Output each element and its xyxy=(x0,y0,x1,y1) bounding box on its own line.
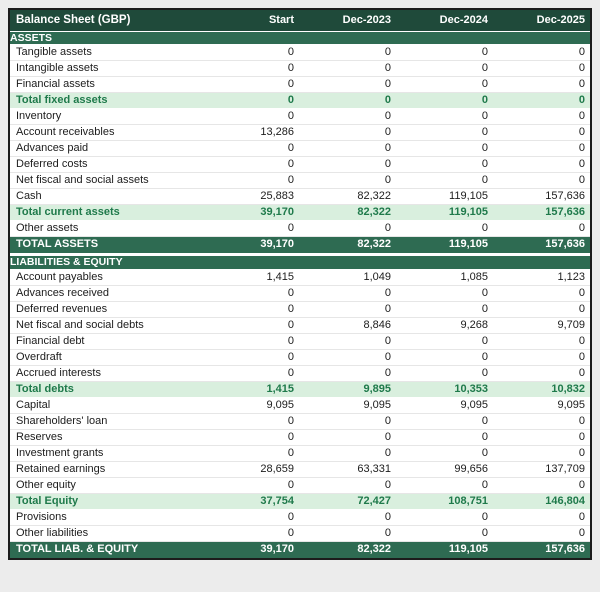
row-value: 0 xyxy=(493,477,590,493)
table-row xyxy=(10,92,590,108)
row-value: 1,415 xyxy=(202,269,299,285)
table-row xyxy=(10,156,590,172)
row-value: 1,049 xyxy=(299,269,396,285)
row-value: 0 xyxy=(202,76,299,92)
row-label: Provisions xyxy=(10,509,202,525)
row-value: 0 xyxy=(396,525,493,541)
column-header-dec-2023: Dec-2023 xyxy=(299,10,396,31)
table-row xyxy=(10,493,590,509)
row-value: 0 xyxy=(202,285,299,301)
row-value: 0 xyxy=(396,477,493,493)
row-value: 0 xyxy=(299,509,396,525)
column-header-dec-2024: Dec-2024 xyxy=(396,10,493,31)
row-value: 0 xyxy=(396,333,493,349)
row-value: 0 xyxy=(202,509,299,525)
table-row xyxy=(10,317,590,333)
row-label: Account payables xyxy=(10,269,202,285)
table-row xyxy=(10,349,590,365)
row-label: TOTAL LIAB. & EQUITY xyxy=(10,541,202,557)
row-value: 0 xyxy=(299,60,396,76)
row-value: 0 xyxy=(396,76,493,92)
row-label: Reserves xyxy=(10,429,202,445)
table-row xyxy=(10,301,590,317)
row-label: Capital xyxy=(10,397,202,413)
section-header-row xyxy=(10,31,590,44)
row-value: 157,636 xyxy=(493,236,590,252)
row-value: 0 xyxy=(396,509,493,525)
row-value: 0 xyxy=(299,413,396,429)
row-value: 9,895 xyxy=(299,381,396,397)
row-value: 0 xyxy=(493,140,590,156)
row-value: 0 xyxy=(299,44,396,60)
row-value: 10,353 xyxy=(396,381,493,397)
row-value: 72,427 xyxy=(299,493,396,509)
row-label: Total debts xyxy=(10,381,202,397)
table-row xyxy=(10,204,590,220)
row-label: Accrued interests xyxy=(10,365,202,381)
row-value: 0 xyxy=(396,60,493,76)
row-value: 0 xyxy=(299,445,396,461)
column-header-dec-2025: Dec-2025 xyxy=(493,10,590,31)
row-value: 119,105 xyxy=(396,188,493,204)
row-value: 108,751 xyxy=(396,493,493,509)
row-value: 1,415 xyxy=(202,381,299,397)
row-value: 0 xyxy=(493,92,590,108)
row-value: 119,105 xyxy=(396,541,493,557)
row-value: 82,322 xyxy=(299,204,396,220)
row-value: 0 xyxy=(299,365,396,381)
row-label: Advances paid xyxy=(10,140,202,156)
row-value: 0 xyxy=(202,445,299,461)
row-value: 0 xyxy=(493,44,590,60)
row-value: 0 xyxy=(493,301,590,317)
row-label: TOTAL ASSETS xyxy=(10,236,202,252)
row-value: 0 xyxy=(493,156,590,172)
table-row xyxy=(10,461,590,477)
row-value: 0 xyxy=(396,301,493,317)
row-value: 82,322 xyxy=(299,188,396,204)
row-label: Deferred costs xyxy=(10,156,202,172)
row-value: 0 xyxy=(299,333,396,349)
row-value: 0 xyxy=(396,349,493,365)
table-row xyxy=(10,188,590,204)
row-value: 0 xyxy=(396,172,493,188)
row-label: Other liabilities xyxy=(10,525,202,541)
row-label: Total Equity xyxy=(10,493,202,509)
row-value: 0 xyxy=(299,92,396,108)
row-value: 9,095 xyxy=(202,397,299,413)
table-row xyxy=(10,381,590,397)
row-value: 146,804 xyxy=(493,493,590,509)
row-label: Overdraft xyxy=(10,349,202,365)
row-value: 10,832 xyxy=(493,381,590,397)
table-row xyxy=(10,397,590,413)
row-value: 0 xyxy=(396,140,493,156)
row-value: 0 xyxy=(202,301,299,317)
row-value: 0 xyxy=(396,445,493,461)
table-row xyxy=(10,477,590,493)
row-value: 0 xyxy=(299,108,396,124)
table-row xyxy=(10,365,590,381)
row-value: 0 xyxy=(493,525,590,541)
row-value: 0 xyxy=(299,172,396,188)
row-value: 37,754 xyxy=(202,493,299,509)
table-row xyxy=(10,413,590,429)
balance-sheet-table xyxy=(8,8,592,560)
row-value: 82,322 xyxy=(299,236,396,252)
row-value: 99,656 xyxy=(396,461,493,477)
row-value: 0 xyxy=(493,60,590,76)
row-value: 0 xyxy=(202,477,299,493)
row-value: 39,170 xyxy=(202,204,299,220)
row-label: Financial assets xyxy=(10,76,202,92)
row-value: 0 xyxy=(299,140,396,156)
row-label: Other assets xyxy=(10,220,202,236)
row-value: 0 xyxy=(202,140,299,156)
row-label: Other equity xyxy=(10,477,202,493)
row-value: 0 xyxy=(493,509,590,525)
row-value: 0 xyxy=(396,220,493,236)
row-value: 0 xyxy=(202,156,299,172)
row-value: 0 xyxy=(396,413,493,429)
row-value: 0 xyxy=(493,445,590,461)
row-value: 0 xyxy=(299,124,396,140)
row-value: 63,331 xyxy=(299,461,396,477)
row-value: 9,095 xyxy=(396,397,493,413)
table-row xyxy=(10,509,590,525)
row-value: 0 xyxy=(202,349,299,365)
row-value: 0 xyxy=(493,349,590,365)
row-value: 9,095 xyxy=(493,397,590,413)
table-row xyxy=(10,236,590,252)
row-value: 9,268 xyxy=(396,317,493,333)
row-value: 39,170 xyxy=(202,541,299,557)
row-value: 0 xyxy=(299,477,396,493)
row-value: 0 xyxy=(493,220,590,236)
row-value: 39,170 xyxy=(202,236,299,252)
table-row xyxy=(10,140,590,156)
row-label: Deferred revenues xyxy=(10,301,202,317)
row-value: 0 xyxy=(202,92,299,108)
table-row xyxy=(10,108,590,124)
table-row xyxy=(10,541,590,557)
row-value: 1,123 xyxy=(493,269,590,285)
table-row xyxy=(10,525,590,541)
table-row xyxy=(10,333,590,349)
row-value: 0 xyxy=(396,156,493,172)
section-header: ASSETS xyxy=(10,31,590,44)
row-value: 0 xyxy=(493,333,590,349)
section-header-row xyxy=(10,256,590,269)
table-row xyxy=(10,124,590,140)
table-row xyxy=(10,220,590,236)
row-value: 0 xyxy=(202,220,299,236)
row-label: Cash xyxy=(10,188,202,204)
row-value: 1,085 xyxy=(396,269,493,285)
row-value: 0 xyxy=(202,317,299,333)
row-label: Account receivables xyxy=(10,124,202,140)
row-label: Total current assets xyxy=(10,204,202,220)
row-value: 0 xyxy=(299,429,396,445)
row-value: 0 xyxy=(299,220,396,236)
row-value: 0 xyxy=(396,124,493,140)
table-row xyxy=(10,285,590,301)
row-value: 28,659 xyxy=(202,461,299,477)
balance-sheet xyxy=(10,10,590,558)
table-row xyxy=(10,445,590,461)
row-value: 119,105 xyxy=(396,204,493,220)
row-label: Retained earnings xyxy=(10,461,202,477)
row-value: 13,286 xyxy=(202,124,299,140)
row-value: 0 xyxy=(396,365,493,381)
row-label: Tangible assets xyxy=(10,44,202,60)
row-label: Advances received xyxy=(10,285,202,301)
table-row xyxy=(10,429,590,445)
row-value: 0 xyxy=(202,429,299,445)
table-header-row xyxy=(10,10,590,31)
row-value: 0 xyxy=(396,429,493,445)
row-label: Intangible assets xyxy=(10,60,202,76)
row-value: 0 xyxy=(493,172,590,188)
row-value: 0 xyxy=(493,76,590,92)
row-value: 0 xyxy=(493,413,590,429)
row-value: 9,095 xyxy=(299,397,396,413)
row-value: 0 xyxy=(202,60,299,76)
row-value: 0 xyxy=(299,285,396,301)
row-value: 25,883 xyxy=(202,188,299,204)
row-value: 0 xyxy=(202,44,299,60)
section-header: LIABILITIES & EQUITY xyxy=(10,256,590,269)
row-value: 0 xyxy=(396,285,493,301)
row-value: 0 xyxy=(202,172,299,188)
table-row xyxy=(10,172,590,188)
row-value: 0 xyxy=(396,108,493,124)
row-value: 0 xyxy=(299,349,396,365)
row-label: Total fixed assets xyxy=(10,92,202,108)
row-value: 0 xyxy=(493,429,590,445)
row-value: 0 xyxy=(396,44,493,60)
row-value: 157,636 xyxy=(493,541,590,557)
row-value: 0 xyxy=(299,76,396,92)
row-value: 0 xyxy=(299,301,396,317)
table-row xyxy=(10,269,590,285)
row-value: 0 xyxy=(202,333,299,349)
table-title: Balance Sheet (GBP) xyxy=(10,10,202,31)
row-label: Inventory xyxy=(10,108,202,124)
row-value: 0 xyxy=(493,108,590,124)
row-value: 0 xyxy=(396,92,493,108)
row-value: 0 xyxy=(202,413,299,429)
row-value: 0 xyxy=(299,156,396,172)
table-row xyxy=(10,60,590,76)
table-body xyxy=(10,31,590,557)
row-value: 119,105 xyxy=(396,236,493,252)
row-value: 82,322 xyxy=(299,541,396,557)
row-value: 137,709 xyxy=(493,461,590,477)
row-value: 0 xyxy=(202,108,299,124)
table-row xyxy=(10,44,590,60)
row-value: 0 xyxy=(493,124,590,140)
row-value: 9,709 xyxy=(493,317,590,333)
row-value: 157,636 xyxy=(493,204,590,220)
row-label: Investment grants xyxy=(10,445,202,461)
row-value: 0 xyxy=(202,365,299,381)
row-label: Shareholders' loan xyxy=(10,413,202,429)
row-label: Net fiscal and social debts xyxy=(10,317,202,333)
row-value: 0 xyxy=(493,285,590,301)
row-label: Net fiscal and social assets xyxy=(10,172,202,188)
row-value: 8,846 xyxy=(299,317,396,333)
row-label: Financial debt xyxy=(10,333,202,349)
column-header-start: Start xyxy=(202,10,299,31)
row-value: 157,636 xyxy=(493,188,590,204)
row-value: 0 xyxy=(299,525,396,541)
row-value: 0 xyxy=(493,365,590,381)
row-value: 0 xyxy=(202,525,299,541)
table-row xyxy=(10,76,590,92)
